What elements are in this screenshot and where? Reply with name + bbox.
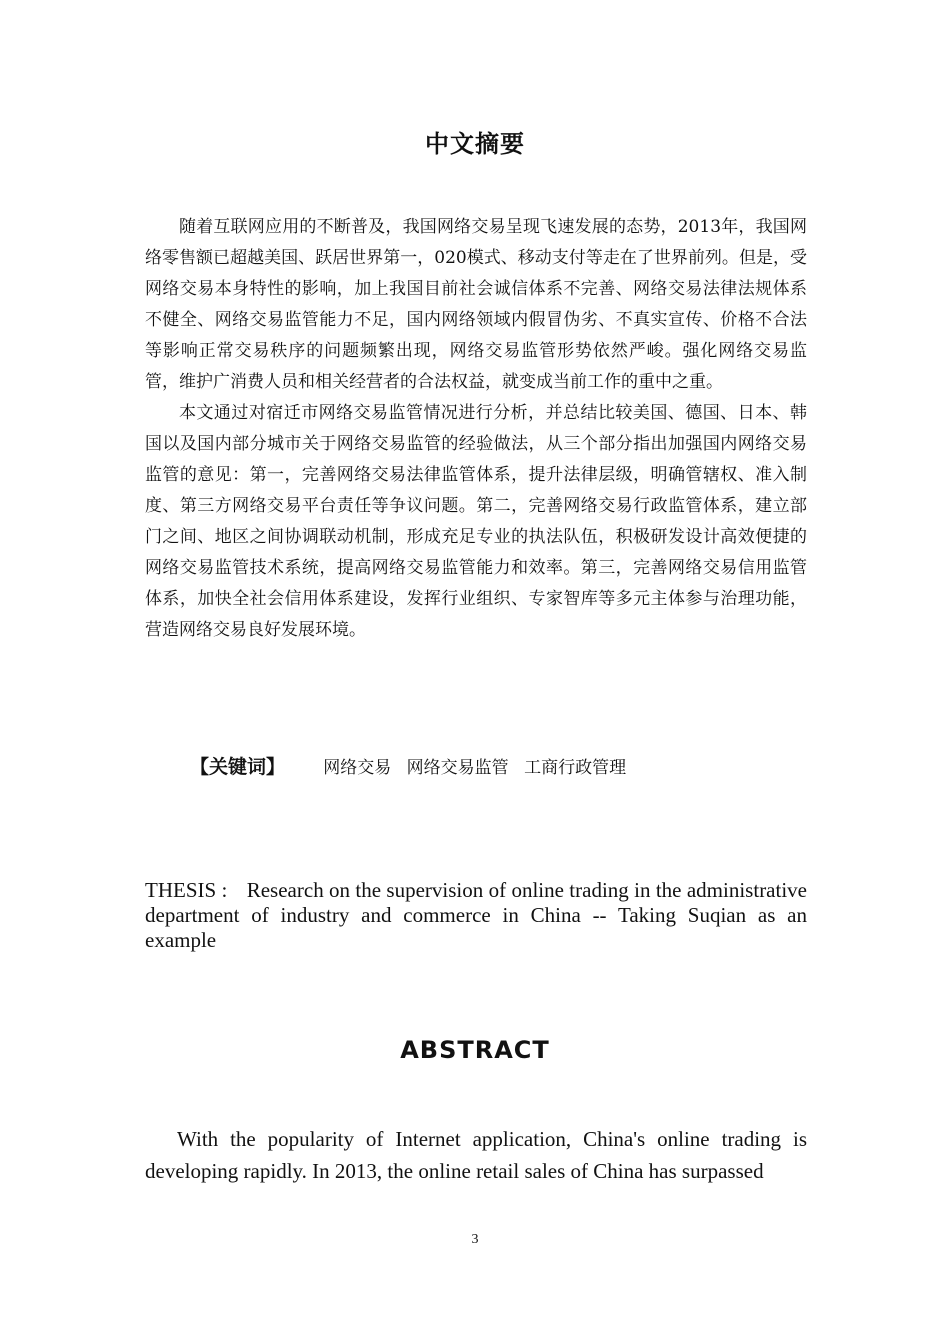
english-abstract-body [145,1123,807,1187]
keyword-item: 工商行政管理 [524,758,627,778]
chinese-abstract-paragraph-1: 随着互联网应用的不断普及，我国网络交易呈现飞速发展的态势，2013年，我国网络零售额已超越美国、跃居世界第一，020模式、移动支付等走在了世界前列。但是，受网络交易本身特性的影响，加上我国目前社会诚信体系不完善、网络交易法律法规体系不健全、网络交易监管能力不足，国内网络领域内假冒伪劣、不真实宣传、价格不合法等影响正常交易秩序的问题频繁出现，网络交易监管形势依然严峻。强化网络交易监管，维护广消费人员和相关经营者的合法权益，就变成当前工作的重中之重。 [145,217,807,392]
thesis-label: THESIS : [145,878,228,902]
keywords-line [190,752,830,779]
thesis-title-text: Research on the supervision of online trading in the administrative department of industry and commerce in China -- Taking Suqian as an example [145,878,807,952]
page-number: 3 [471,1232,479,1247]
chinese-abstract-title: 中文摘要 [425,130,525,158]
keywords-label: 【关键词】 [190,756,286,778]
chinese-abstract-paragraph-2: 本文通过对宿迁市网络交易监管情况进行分析，并总结比较美国、德国、日本、韩国以及国内部分城市关于网络交易监管的经验做法，从三个部分指出加强国内网络交易监管的意见：第一，完善网络交易法律监管体系，提升法律层级，明确管辖权、准入制度、第三方网络交易平台责任等争议问题。第二，完善网络交易行政监管体系，建立部门之间、地区之间协调联动机制，形成充足专业的执法队伍，积极研发设计高效便捷的网络交易监管技术系统，提高网络交易监管能力和效率。第三，完善网络交易信用监管体系，加快全社会信用体系建设，发挥行业组织、专家智库等多元主体参与治理功能，营造网络交易良好发展环境。 [145,403,807,640]
english-abstract-paragraph-1: With the popularity of Internet application, China's online trading is developing rapidly. In 2013, the online retail sales of China has surpassed [145,1127,807,1183]
english-abstract-title: ABSTRACT [400,1036,550,1064]
keyword-item: 网络交易 [323,758,392,778]
keyword-item: 网络交易监管 [406,758,509,778]
keywords-list [323,758,636,778]
chinese-abstract-body [145,212,807,646]
thesis-title-block [145,878,807,953]
